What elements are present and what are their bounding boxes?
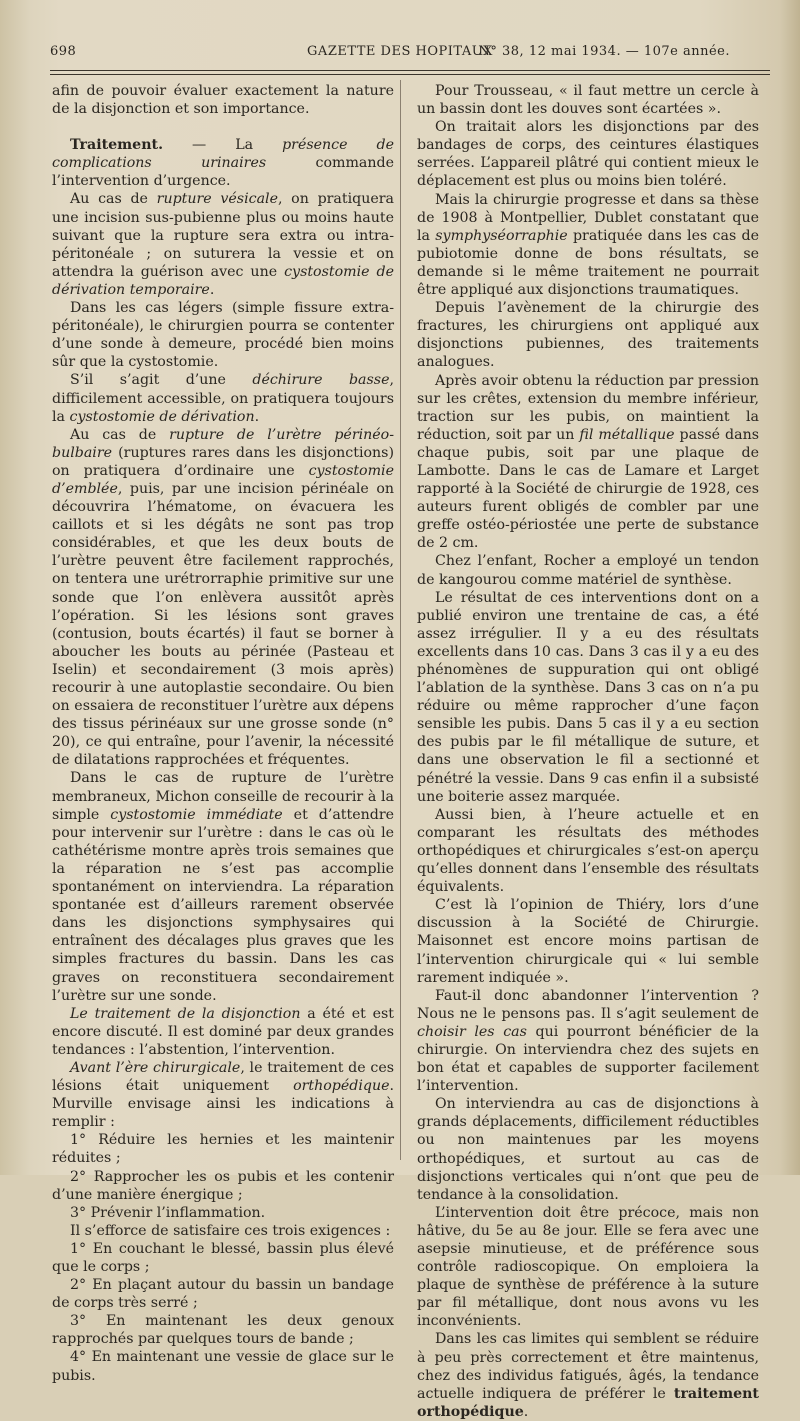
column-divider [400, 80, 401, 1160]
paragraph: Mais la chirurgie progresse et dans sa thèse de 1908 à Montpellier, Dublet constatant que la symphyséorraphie pratiquée dans les cas de pubiotomie donne de bons résultats, se demande si le même traitement ne pourrait être appliqué aux disjonctions traumatiques. [417, 191, 759, 299]
list-item: 3° Prévenir l’inflammation. [70, 1204, 266, 1221]
right-column [417, 82, 759, 1421]
page-number: 698 [50, 44, 77, 59]
list-item: 4° En maintenant une vessie de glace sur le pubis. [52, 1349, 394, 1384]
list-item: 2° Rapprocher les os pubis et les contenir d’une manière énergique ; [52, 1168, 394, 1203]
paragraph: Pour Trousseau, « il faut mettre un cercle à un bassin dont les douves sont écartées ». [417, 83, 759, 118]
header-rule [50, 70, 770, 71]
left-column [52, 82, 394, 1385]
paragraph: Dans les cas légers (simple fissure extra-péritonéale), le chirurgien pourra se contenter d’une sonde à demeure, procédé bien moins sûr que la cystostomie. [52, 300, 394, 371]
issue-info: N° 38, 12 mai 1934. — 107e année. [478, 44, 730, 59]
paragraph: Chez l’enfant, Rocher a employé un tendon de kangourou comme matériel de synthèse. [417, 553, 759, 588]
paragraph: Avant l’ère chirurgicale, le traitement de ces lésions était uniquement orthopédique. Murville envisage ainsi les indications à remplir : [52, 1059, 394, 1131]
running-header [30, 44, 770, 66]
header-rule-thin [50, 74, 770, 75]
list-item: 1° En couchant le blessé, bassin plus élevé que le corps ; [52, 1240, 394, 1275]
paragraph: Dans le cas de rupture de l’urètre membraneux, Michon conseille de recourir à la simple cystostomie immédiate et d’attendre pour intervenir sur l’urètre : dans le cas où le cathétérisme montre après trois semaines que la réparation ne s’est pas accomplie spontanément on interviendra. La réparation spontanée est d’ailleurs rarement observée dans les disjonctions symphysaires qui entraînent des décalages plus graves que les simples fractures du bassin. Dans les cas graves on reconstituera secondairement l’urètre sur une sonde. [52, 770, 395, 1004]
paragraph-traitement: Traitement. — La présence de complications urinaires commande l’intervention d’urgence. [52, 137, 394, 190]
paragraph: On traitait alors les disjonctions par des bandages de corps, des ceintures élastiques serrées. L’appareil plâtré qui contient mieux le déplacement est plus ou moins bien toléré. [417, 119, 759, 190]
paragraph: L’intervention doit être précoce, mais non hâtive, du 5e au 8e jour. Elle se fera avec une asepsie minutieuse, et de préférence sous contrôle radioscopique. On emploiera la plaque de synthèse de préférence à la suture par fil métallique, dont nous avons vu les inconvénients. [417, 1204, 759, 1330]
paragraph: On interviendra au cas de disjonctions à grands déplacements, difficilement réductibles ou non maintenues par les moyens orthopédiques, et surtout au cas de disjonctions verticales qui n’ont que peu de tendance à la consolidation. [417, 1096, 759, 1203]
paragraph: Il s’efforce de satisfaire ces trois exigences : [70, 1222, 391, 1239]
paragraph: Après avoir obtenu la réduction par pression sur les crêtes, extension du membre inférieur, traction sur les pubis, on maintient la réduction, soit par un fil métallique passé dans chaque pubis, soit par une plaque de Lambotte. Dans le cas de Lamare et Larget rapporté à la Société de chirurgie de 1928, ces auteurs furent obligés de combler par une greffe ostéo-périostée une perte de substance de 2 cm. [417, 372, 759, 552]
paragraph: Au cas de rupture de l’urètre périnéo-bulbaire (ruptures rares dans les disjonctions) on pratiquera d’ordinaire une cystostomie d’emblée, puis, par une incision périnéale on découvrira l’hématome, on évacuera les caillots et si les dégâts ne sont pas trop considérables, et que les deux bouts de l’urètre peuvent être facilement rapprochés, on tentera une urétrorraphie primitive sur une sonde que l’on enlèvera aussitôt après l’opération. Si les lésions sont graves (contusion, bouts écartés) il faut se borner à aboucher les bouts au périnée (Pasteau et Iselin) et secondairement (3 mois après) recourir à une autoplastie secondaire. Ou bien on essaiera de reconstituer l’urètre aux dépens des tissus périnéaux sur une grosse sonde (n° 20), ce qui entraîne, pour l’avenir, la nécessité de dilatations rapprochées et fréquentes. [52, 426, 395, 769]
list-item: 2° En plaçant autour du bassin un bandage de corps très serré ; [52, 1277, 394, 1312]
paragraph: C’est là l’opinion de Thiéry, lors d’une discussion à la Société de Chirurgie. Maisonnet est encore moins partisan de l’intervention chirurgicale qui « lui semble rarement indiquée ». [417, 897, 759, 986]
paragraph: afin de pouvoir évaluer exactement la nature de la disjonction et son importance. [52, 83, 394, 118]
paragraph: Depuis l’avènement de la chirurgie des fractures, les chirurgiens ont appliqué aux disjonctions pubiennes, des traitements analogues. [417, 300, 759, 371]
paragraph: S’il s’agit d’une déchirure basse, difficilement accessible, on pratiquera toujours la cystostomie de dérivation. [52, 372, 394, 425]
paragraph: Aussi bien, à l’heure actuelle et en comparant les résultats des méthodes orthopédiques et chirurgicales s’est-on aperçu qu’elles donnent dans l’ensemble des résultats équivalents. [417, 806, 759, 896]
section-heading: Traitement. [70, 137, 164, 154]
paragraph: Au cas de rupture vésicale, on pratiquera une incision sus-pubienne plus ou moins haute suivant que la rupture sera extra ou intra-péritonéale ; on suturera la vessie et on attendra la guérison avec une cystostomie de dérivation temporaire. [52, 191, 394, 298]
journal-title: GAZETTE DES HOPITAUX [307, 44, 493, 59]
paragraph: Faut-il donc abandonner l’intervention ? Nous ne le pensons pas. Il s’agit seulement de choisir les cas qui pourront bénéficier de la chirurgie. On interviendra chez des sujets en bon état et capables de supporter facilement l’intervention. [417, 987, 760, 1095]
list-item: 1° Réduire les hernies et les maintenir réduites ; [52, 1132, 394, 1167]
paragraph: Le résultat de ces interventions dont on a publié environ une trentaine de cas, a été assez irrégulier. Il y a eu des résultats excellents dans 10 cas. Dans 3 cas il y a eu des phénomènes de suppuration qui ont obligé l’ablation de la synthèse. Dans 3 cas on n’a pu réduire ou même rapprocher d’une façon sensible les pubis. Dans 5 cas il y a eu section des pubis par le fil métallique de suture, et dans une observation le fil a sectionné et pénétré la vessie. Dans 9 cas enfin il a subsisté une boiterie assez marquée. [417, 589, 759, 805]
paragraph: Le traitement de la disjonction a été et est encore discuté. Il est dominé par deux grandes tendances : l’abstention, l’intervention. [52, 1005, 394, 1058]
list-item: 3° En maintenant les deux genoux rapprochés par quelques tours de bande ; [52, 1313, 394, 1348]
paragraph: Dans les cas limites qui semblent se réduire à peu près correctement et être maintenus, chez des individus fatigués, âgés, la tendance actuelle indiquera de préférer le traitement orthopédique. [417, 1331, 759, 1420]
